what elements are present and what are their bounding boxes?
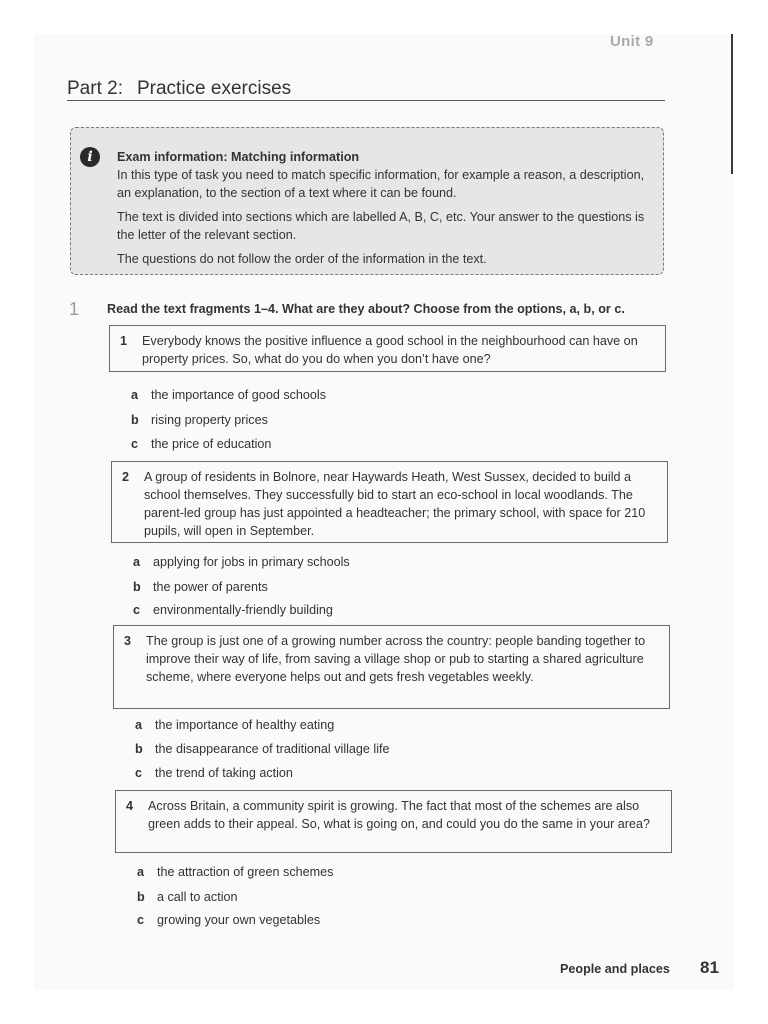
option-letter: b bbox=[131, 413, 139, 427]
exam-info-paragraph: The text is divided into sections which are labelled A, B, C, etc. Your answer to the questions is the letter of the relevant section. bbox=[117, 210, 645, 242]
option-text: the power of parents bbox=[153, 580, 268, 594]
info-icon: i bbox=[80, 147, 100, 167]
part-heading bbox=[67, 78, 291, 100]
option-text: the attraction of green schemes bbox=[157, 865, 334, 879]
text-fragment-1 bbox=[109, 325, 666, 372]
fragment-number: 4 bbox=[126, 799, 134, 813]
heading-divider bbox=[67, 100, 665, 101]
exam-info-paragraph: The questions do not follow the order of the information in the text. bbox=[117, 252, 487, 266]
option-letter: a bbox=[135, 718, 143, 732]
exercise-instruction: Read the text fragments 1–4. What are they about? Choose from the options, a, b, or c. bbox=[107, 302, 625, 316]
option-2b[interactable] bbox=[133, 580, 268, 594]
option-text: a call to action bbox=[157, 890, 238, 904]
fragment-text: Everybody knows the positive influence a good school in the neighbourhood can have on property prices. So, what do you do when you don’t have one? bbox=[142, 334, 638, 366]
option-text: growing your own vegetables bbox=[157, 913, 321, 927]
option-4a[interactable] bbox=[137, 865, 333, 879]
option-2c[interactable] bbox=[133, 603, 333, 617]
option-text: the trend of taking action bbox=[155, 766, 293, 780]
option-3a[interactable] bbox=[135, 718, 334, 732]
option-letter: c bbox=[131, 437, 139, 451]
text-fragment-4 bbox=[115, 790, 672, 853]
part-title: Practice exercises bbox=[136, 78, 292, 99]
option-letter: b bbox=[133, 580, 141, 594]
option-4c[interactable] bbox=[137, 913, 320, 927]
margin-rule bbox=[731, 34, 733, 174]
exercise-number: 1 bbox=[69, 299, 80, 319]
option-letter: b bbox=[135, 742, 143, 756]
unit-label: Unit 9 bbox=[610, 33, 654, 50]
text-fragment-3 bbox=[113, 625, 670, 709]
option-1a[interactable] bbox=[131, 388, 326, 402]
option-letter: c bbox=[133, 603, 141, 617]
option-3b[interactable] bbox=[135, 742, 390, 756]
option-1b[interactable] bbox=[131, 413, 268, 427]
option-2a[interactable] bbox=[133, 555, 350, 569]
fragment-text: Across Britain, a community spirit is growing. The fact that most of the schemes are also green adds to their appeal. So, what is going on, and could you do the same in your area? bbox=[148, 799, 650, 831]
option-letter: b bbox=[137, 890, 145, 904]
fragment-number: 1 bbox=[120, 334, 128, 348]
fragment-text: A group of residents in Bolnore, near Haywards Heath, West Sussex, decided to build a school themselves. They successfully bid to start an eco-school in local woodlands. The parent-led group has just appointed a headteacher; the primary school, with space for 210 pupils, will open in September. bbox=[144, 470, 646, 538]
exam-info-title: Exam information: Matching information bbox=[117, 150, 360, 164]
exam-info-paragraph: In this type of task you need to match specific information, for example a reason, a description, an explanation, to the section of a text where it can be found. bbox=[117, 168, 645, 200]
option-letter: c bbox=[137, 913, 145, 927]
fragment-number: 2 bbox=[122, 470, 130, 484]
option-text: the importance of healthy eating bbox=[155, 718, 335, 732]
option-4b[interactable] bbox=[137, 890, 238, 904]
option-letter: a bbox=[137, 865, 145, 879]
option-text: the importance of good schools bbox=[151, 388, 327, 402]
part-number: Part 2: bbox=[67, 78, 123, 99]
exam-info-box bbox=[70, 127, 664, 275]
page-number: 81 bbox=[700, 958, 719, 977]
option-letter: a bbox=[133, 555, 141, 569]
fragment-number: 3 bbox=[124, 634, 132, 648]
option-3c[interactable] bbox=[135, 766, 293, 780]
exam-info-text bbox=[117, 148, 647, 274]
option-text: environmentally-friendly building bbox=[153, 603, 333, 617]
option-letter: a bbox=[131, 388, 139, 402]
option-text: the price of education bbox=[151, 437, 272, 451]
fragment-text: The group is just one of a growing number across the country: people banding together to improve their way of life, from saving a village shop or pub to starting a shared agriculture scheme, where everyone helps out and gets fresh vegetables weekly. bbox=[146, 634, 646, 684]
option-1c[interactable] bbox=[131, 437, 271, 451]
footer-section-label: People and places bbox=[560, 962, 670, 976]
option-letter: c bbox=[135, 766, 143, 780]
text-fragment-2 bbox=[111, 461, 668, 543]
option-text: applying for jobs in primary schools bbox=[153, 555, 350, 569]
option-text: rising property prices bbox=[151, 413, 268, 427]
option-text: the disappearance of traditional village life bbox=[155, 742, 390, 756]
